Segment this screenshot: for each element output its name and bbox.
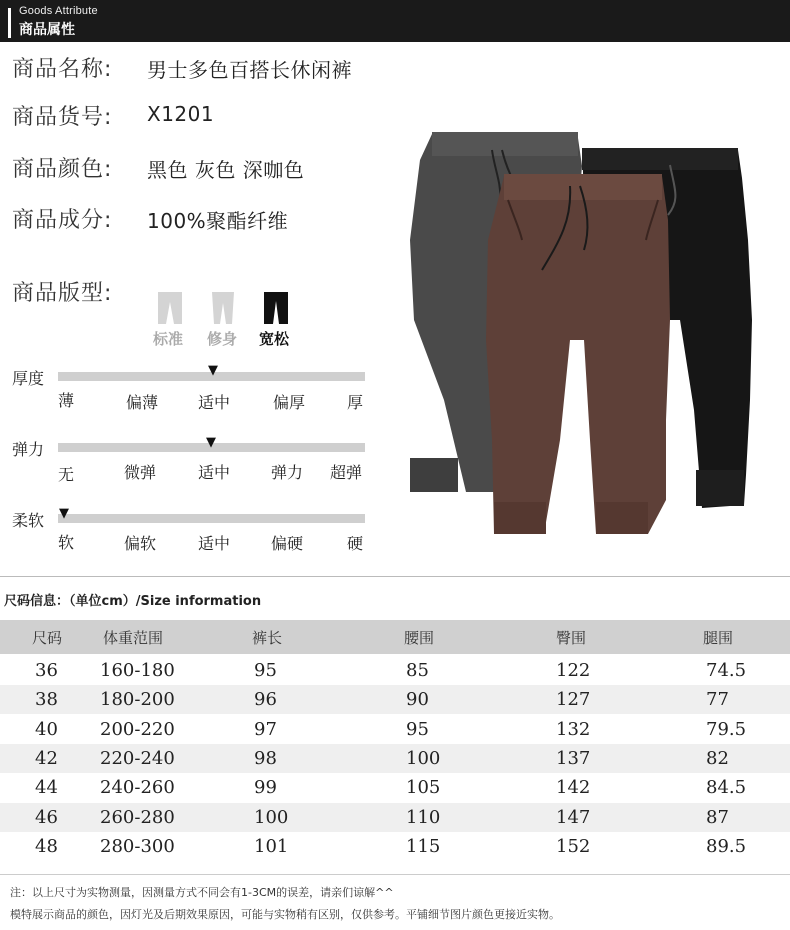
table-cell: 44 [35,777,58,798]
table-cell: 152 [556,836,591,857]
header-title-en: Goods Attribute [19,5,98,17]
fit-loose-icon [263,292,289,324]
size-table-col-waist: 腰围 [404,629,435,647]
note-color: 模特展示商品的颜色，因灯光及后期效果原因，可能与实物稍有区别，仅供参考。平铺细节图片颜色更接近实物。 [10,908,560,921]
table-cell: 220-240 [100,748,175,769]
scale-tick-thickness-0: 薄 [58,391,75,410]
scale-tick-softness-3: 偏硬 [271,534,304,553]
size-table-col-thigh: 腿围 [703,629,734,647]
scale-label-elasticity: 弹力 [12,440,45,459]
size-table-col-hip: 臀围 [556,629,587,647]
attr-label-color: 商品颜色: [12,157,113,182]
fit-option-standard: 标准 [153,330,184,348]
attr-label-material: 商品成分: [12,208,113,233]
table-cell: 240-260 [100,777,175,798]
table-cell: 74.5 [706,660,747,681]
section-divider [0,576,790,577]
scale-tick-elasticity-3: 弹力 [271,463,304,482]
scale-tick-elasticity-0: 无 [58,465,75,484]
product-pants-image [400,120,780,550]
note-measurement: 注：以上尺寸为实物测量，因测量方式不同会有1-3CM的误差，请亲们谅解^^ [10,886,394,899]
size-table-col-size: 尺码 [32,629,63,647]
header-accent-bar [8,8,11,38]
table-cell: 147 [556,807,591,828]
table-cell: 77 [706,689,729,710]
table-cell: 200-220 [100,719,175,740]
scale-tick-thickness-4: 厚 [347,393,364,412]
scale-marker-elasticity: ▼ [206,435,216,450]
pants-gray-waistband [432,132,578,156]
table-cell: 99 [254,777,277,798]
table-cell: 36 [35,660,58,681]
scale-track-softness [58,514,365,523]
table-cell: 85 [406,660,429,681]
table-cell: 115 [406,836,441,857]
table-cell: 95 [406,719,429,740]
table-cell: 84.5 [706,777,747,798]
table-cell: 96 [254,689,277,710]
scale-marker-thickness: ▼ [208,363,218,378]
table-cell: 97 [254,719,277,740]
table-cell: 100 [254,807,289,828]
table-cell: 101 [254,836,289,857]
attr-label-name: 商品名称: [12,57,113,82]
fit-label: 商品版型: [12,281,113,306]
fit-option-slim: 修身 [207,330,238,348]
table-cell: 48 [35,836,58,857]
scale-tick-softness-1: 偏软 [124,534,157,553]
table-cell: 160-180 [100,660,175,681]
attr-value-sku: X1201 [147,102,215,126]
scale-tick-softness-2: 适中 [198,534,231,553]
fit-option-loose: 宽松 [259,330,290,348]
table-cell: 142 [556,777,591,798]
table-cell: 132 [556,719,591,740]
table-cell: 180-200 [100,689,175,710]
table-cell: 110 [406,807,441,828]
scale-tick-elasticity-1: 微弹 [124,463,157,482]
header-bar [0,0,790,42]
table-cell: 40 [35,719,58,740]
table-cell: 122 [556,660,591,681]
scale-label-thickness: 厚度 [12,369,45,388]
table-cell: 87 [706,807,729,828]
attr-label-sku: 商品货号: [12,105,113,130]
scale-tick-thickness-3: 偏厚 [273,393,306,412]
scale-tick-elasticity-2: 适中 [198,463,231,482]
notes-divider [0,874,790,875]
table-cell: 46 [35,807,58,828]
size-table-col-length: 裤长 [252,629,283,647]
scale-label-softness: 柔软 [12,511,45,530]
attr-value-material: 100%聚酯纤维 [147,209,289,233]
table-cell: 280-300 [100,836,175,857]
pants-brown-body [486,176,670,534]
table-cell: 137 [556,748,591,769]
table-cell: 127 [556,689,591,710]
table-cell: 90 [406,689,429,710]
table-cell: 42 [35,748,58,769]
table-cell: 89.5 [706,836,747,857]
table-cell: 95 [254,660,277,681]
table-cell: 98 [254,748,277,769]
scale-tick-thickness-1: 偏薄 [126,393,159,412]
header-title-cn: 商品属性 [19,22,75,38]
table-cell: 82 [706,748,729,769]
pants-black-waistband [582,148,738,170]
scale-tick-elasticity-4: 超弹 [330,463,363,482]
scale-tick-thickness-2: 适中 [198,393,231,412]
table-cell: 79.5 [706,719,747,740]
size-table-col-weight: 体重范围 [103,629,164,647]
table-cell: 105 [406,777,441,798]
pants-brown [486,174,670,534]
attr-value-color: 黑色 灰色 深咖色 [147,158,305,182]
fit-slim-icon [211,292,235,324]
size-info-title: 尺码信息：（单位cm）/Size information [4,594,262,609]
scale-tick-softness-4: 硬 [347,534,364,553]
table-cell: 38 [35,689,58,710]
table-cell: 100 [406,748,441,769]
fit-standard-icon [157,292,183,324]
scale-tick-softness-0: 软 [58,533,75,552]
table-cell: 260-280 [100,807,175,828]
attr-value-name: 男士多色百搭长休闲裤 [147,58,352,82]
scale-marker-softness: ▼ [59,506,69,521]
